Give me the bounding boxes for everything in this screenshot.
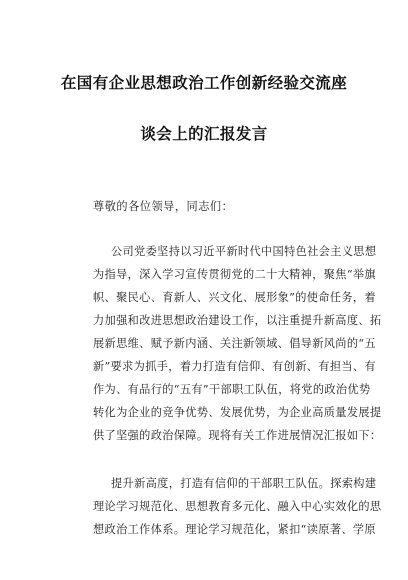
paragraph-1-line: 力加强和改进思想政治建设工作，以注重提升新高度、拓 bbox=[93, 314, 382, 327]
paragraph-2-line: 提升新高度，打造有信仰的干部职工队伍。探索构建 bbox=[111, 477, 377, 490]
document-title-line-1: 在国有企业思想政治工作创新经验交流座 bbox=[60, 74, 348, 92]
paragraph-2-line: 理论学习规范化、思想教育多元化、融入中心实效化的思 bbox=[93, 500, 382, 513]
paragraph-1-line: 作为、有品行的“五有”干部职工队伍，将党的政治优势 bbox=[93, 383, 371, 396]
paragraph-1-line: 供了坚强的政治保障。现将有关工作进展情况汇报如下： bbox=[93, 429, 382, 442]
paragraph-1-line: 公司党委坚持以习近平新时代中国特色社会主义思想 bbox=[111, 245, 377, 258]
salutation: 尊敬的各位领导，同志们： bbox=[93, 200, 234, 213]
paragraph-1-line: 展新思维、赋予新内涵、关注新领域、倡导新风尚的“五 bbox=[93, 337, 376, 350]
paragraph-1-line: 转化为企业的竞争优势、发展优势，为企业高质量发展提 bbox=[93, 406, 382, 419]
paragraph-1-line: 为指导，深入学习宣传贯彻党的二十大精神，聚焦“举旗 bbox=[93, 268, 376, 281]
paragraph-2-line: 想政治工作体系。理论学习规范化，紧扣“读原著、学原 bbox=[93, 523, 376, 536]
paragraph-1-line: 帜、聚民心、育新人、兴文化、展形象”的使命任务，着 bbox=[93, 291, 376, 304]
paragraph-1-line: 新”要求为抓手，着力打造有信仰、有创新、有担当、有 bbox=[93, 360, 376, 373]
document-title-line-2: 谈会上的汇报发言 bbox=[140, 125, 268, 143]
